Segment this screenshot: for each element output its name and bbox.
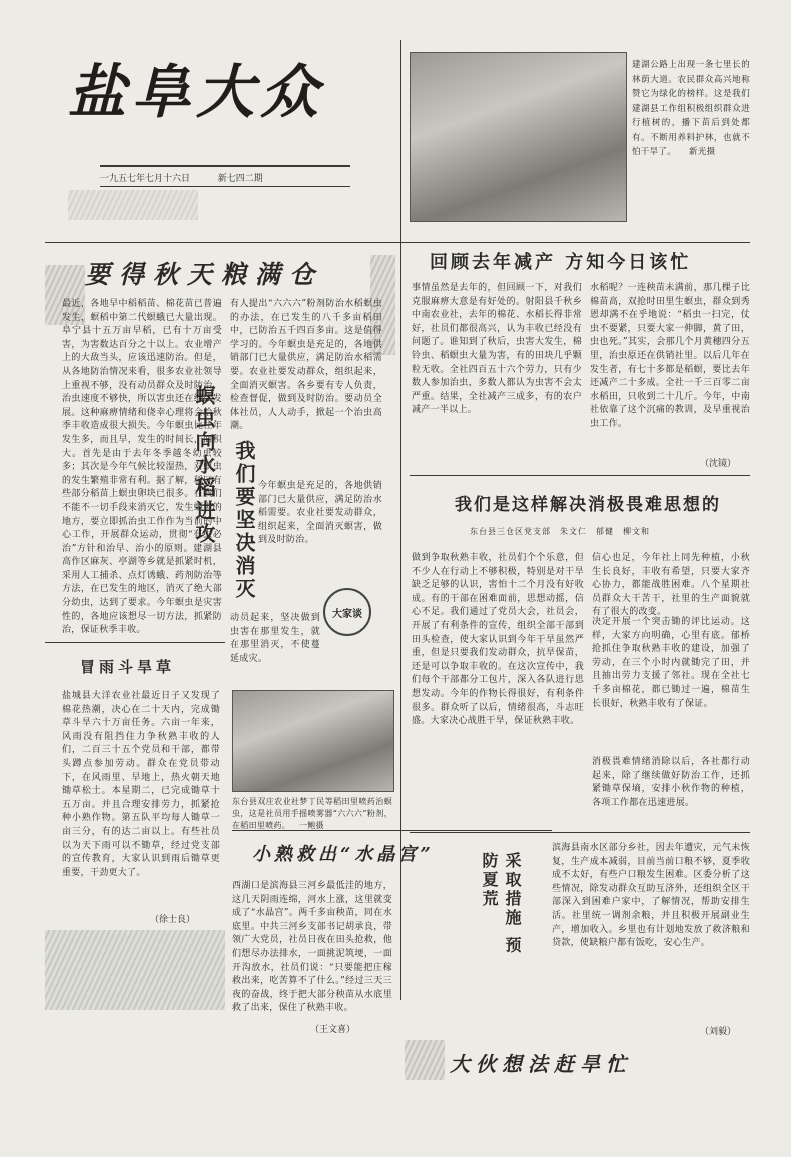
article-crystal-body: 西湖口是滨海县三河乡最低洼的地方，这几天阴雨连绵，河水上涨，这里就变成了“水晶宫”。两千多亩秧苗，同在水底里。中共三河乡支部书记胡承良，带领广大党员，社员日夜在田头抢救，他们想尽办法排水，一面挑泥筑埂，一面开沟放水，社员们说：“只要能把庄稼救出来，吃苦算不了什么。”经过三天三夜的奋战，终于把大部分秧苗从水底里救了出来，保住了秋熟丰收。: [232, 881, 392, 1014]
masthead-date: 一九五七年七月十六日: [100, 174, 191, 184]
farmers-illustration: [45, 930, 225, 1010]
masthead-title: 盐阜大众: [68, 58, 325, 126]
article-solve-headline: 我们是这样解决消极畏难思想的: [455, 495, 721, 515]
article-solve-body-2: 信心也足，今年社上同先种植，小秋生长良好，丰收有希望，只要大家齐心协力，都能战胜困难。八个星期社员群众大干苦干，社里的生产面貌就有了很大的改变。: [592, 553, 750, 618]
article-dry-credit: （徐士良）: [150, 915, 196, 925]
article-left-subhead: 螟虫向水稻进攻: [192, 385, 216, 546]
article-flood-credit: （刘毅）: [700, 1027, 737, 1037]
article-crystal-headline: 小熟救出“水晶宫”: [252, 844, 435, 865]
middle-photo-caption: 东台县双庄农业社梦丁民等稻田里喷药治螟虫，这是社员用手摇喷雾器“六六六”粉剂，在稻田里喷药。 一鲍摄: [232, 797, 392, 830]
article-flood-body: 滨海县南水区部分乡社，因去年遭灾，元气未恢复，生产成本减弱，目前当前口粮不够，夏季收成不太好，有些户口粮发生困难。区委分析了这些情况，除发动群众互助互济外，还组织全区干部深入到困难户家中，了解情况，帮助安排生活。社里统一调剂余粮，并且积极开展副业生产，增加收入。乡里也有计划地发放了救济粮和贷款，使缺粮户都有饭吃，安心生产。: [552, 843, 750, 949]
article-left-body-2: 有人提出“六六六”粉剂防治水稻螟虫的办法，在已发生的八千多亩稻田中，已防治五千四百多亩。这是值得学习的。今年螟虫是充足的，各地供销部门已大量供应，满足防治水稻需要。农业社要发动群众，组织起来，全面消灭螟害。各乡要有专人负责，检查督促，做到及时防治。要动员全体社员，人人动手，掀起一个治虫高潮。: [230, 299, 382, 432]
article-left-subhead-2: 我们要坚决消灭: [232, 440, 256, 601]
masthead: [60, 40, 360, 230]
top-photo-caption: 建湖公路上出现一条七里长的林荫大道。农民群众高兴地称赞它为绿化的榜样。这是我们建湖县工作组积极组织群众进行植树的，播下苗后到处都有。不断用养料护林，也就不怕干旱了。 新光摄: [632, 60, 750, 157]
middle-photo: [232, 690, 394, 792]
article-left-headline: 要得秋天粮满仓: [85, 260, 324, 289]
masthead-issue: 新七四二期: [217, 174, 263, 184]
article-dry-headline: 冒雨斗旱草: [80, 658, 176, 676]
article-left-body-2-cont: 今年螟虫是充足的，各地供销部门已大量供应，满足防治水稻需要。农业社要发动群众，组织起来，全面消灭螟害，做到及时防治。: [258, 481, 382, 546]
top-photo: [410, 52, 627, 222]
article-left-body: 最近，各地早中稻稻苗、棉花苗已普遍发生，螟稻中第二代螟蛾已大量出现。阜宁县十五万亩早稻，已有十万亩受害，为害数达百分之十以上。农业增产上的大敌当头，应该迅速防治。但是，从各地防治情况来看，很多农业社领导上重视不够，没有动员群众及时防治，治虫速度不够快，所以害虫还在继续发展。这种麻痹情绪和侥幸心理将会给秋季丰收造成很大损失。今年螟虫比往年发生多，而且早，发生的时间长，面积大。首先是由于去年冬季越冬幼虫较多；其次是今年气候比较湿热，对螟虫的发生繁殖非常有利。据了解，稻区有些部分稻苗上螟虫卵块已很多。在我们不能不一切手段来消灭它，发生螟害的地方，要立即抓治虫工作作为当前的中心工作，开展群众运动，贯彻“有虫必治”方针和治早、治小的原则。建湖县高作区麻灰、亭湖等乡就是抓紧时机，采用人工捕杀、点灯诱蛾、药剂防治等方法，在已发生的地区，消灭了绝大部分幼虫，达到了要求。今年螟虫是灾害性的，各地应该想尽一切方法，抓紧防治，保证秋季丰收。: [62, 299, 222, 636]
tools-illustration: [405, 1040, 445, 1080]
article-solve-body: 做到争取秋熟丰收，社员们个个乐意，但不少人在行动上不够积极，特别是对干旱缺乏足够的认识，害怕十二个月没有好收成。有的干部在困难面前，思想动摇，信心不足。我们通过了党员大会，社员会，开展了有利条件的宣传，组织全部干部到田头检查，使大家认识到今年干旱虽然严重，但是只要我们发动群众，抗旱保苗，还是可以争取丰收的。在这次宣传中，我们每个干部都分工包片，深入各队进行思想发动。今年的作物长得很好，有利条件很多。群众听了以后，情绪很高，斗志旺盛。大家决心战胜干旱，保证秋熟丰收。: [412, 553, 584, 727]
article-solve-body-3: 决定开展一个突击锄的评比运动。这样，大家方向明确，心里有底。郁桥抢抓住争取秋熟丰收的建设，加强了劳动，在三个小时内就锄完了田，并且抽出劳力支援了邻社。现在全社七千多亩棉花，都已锄过一遍，棉苗生长很好，秋熟丰收有了保证。: [592, 617, 750, 709]
article-review-headline: 回顾去年减产 方知今日该忙: [430, 252, 692, 273]
article-review-body-2: 水稻呢？一连秧苗未满前，那几棵子比棉苗高，双抢时田里生螟虫，群众到秀恩却满不在乎地说：“稻虫一扫完，仗虫不要紧，只要大家一伸脚，黄了田，虫也死。”其实，会那几个月黄穗四分五里，治虫原还在供销社里。以后几年在发生者，有七十多都是稻螟，要比去年还减产二十多成。全社一千三百零二亩水稻田，只收到二十几斤。今年，中南社依靠了这个沉痛的教训，及早重视治虫工作。: [590, 283, 750, 429]
masthead-illustration: [68, 190, 198, 220]
stamp-dajiatan: 大家谈: [323, 588, 371, 636]
article-dry-body: 盐城县大洋农业社最近日子又发现了棉花热潮，决心在二十天内，完成锄草斗旱六十万亩任务。六亩一年来，风雨没有阻挡住力争秋熟丰收的人们，二百三十五个党员和干部，都带头蹲点参加劳动。群众在党员带动下，在风雨里、早地上，热火朝天地锄草松土。本星期二，已完成锄草十五万亩。并且合理安排劳力，抓紧抢种小熟作物。第五队平均每人锄草一亩三分，有的达二亩以上。有些社员以为天下雨可以不锄草，经过党支部的宣传教育，大家认识到雨后锄草更重要，干劲更大了。: [62, 691, 220, 878]
article-crystal-credit: （王文喜）: [310, 1025, 356, 1035]
top-photo-credit: 新光摄: [689, 147, 716, 157]
article-flood-headline: 采取措施 预防夏荒: [480, 852, 522, 956]
middle-photo-credit: 一鲍摄: [298, 821, 324, 830]
article-left-body-3: 动员起来，坚决做到虫害在那里发生，就在那里消灭，不使蔓延成灾。: [230, 613, 320, 664]
article-review-credit: （沈镜）: [700, 459, 737, 469]
article-solve-body-4: 消极畏难情绪消除以后，各社都行动起来，除了继续做好防治工作，还抓紧锄草保墒，安排小秋作物的种植，各项工作都在迅速进展。: [592, 757, 750, 808]
article-review-body: 事情虽然是去年的，但回顾一下，对我们克服麻痹大意是有好处的。射阳县千秋乡中南农业社，去年的棉花、水稻长得非常好，社员们都很高兴，认为丰收已经没有问题了。谁知到了秋后，虫害大发生，棉铃虫、稻螟虫大量为害，有的田块几乎颗粒无收。全社四百五十六个劳力，只有少数人参加治虫，多数人都认为虫害不会太严重。结果，全社减产三成多，有的农户减产一半以上。: [412, 283, 582, 416]
article-solve-byline: 东台县三仓区党支部 朱文仁 郁健 柳文和: [470, 527, 650, 536]
article-busy-headline: 大伙想法赶旱忙: [450, 1052, 632, 1076]
